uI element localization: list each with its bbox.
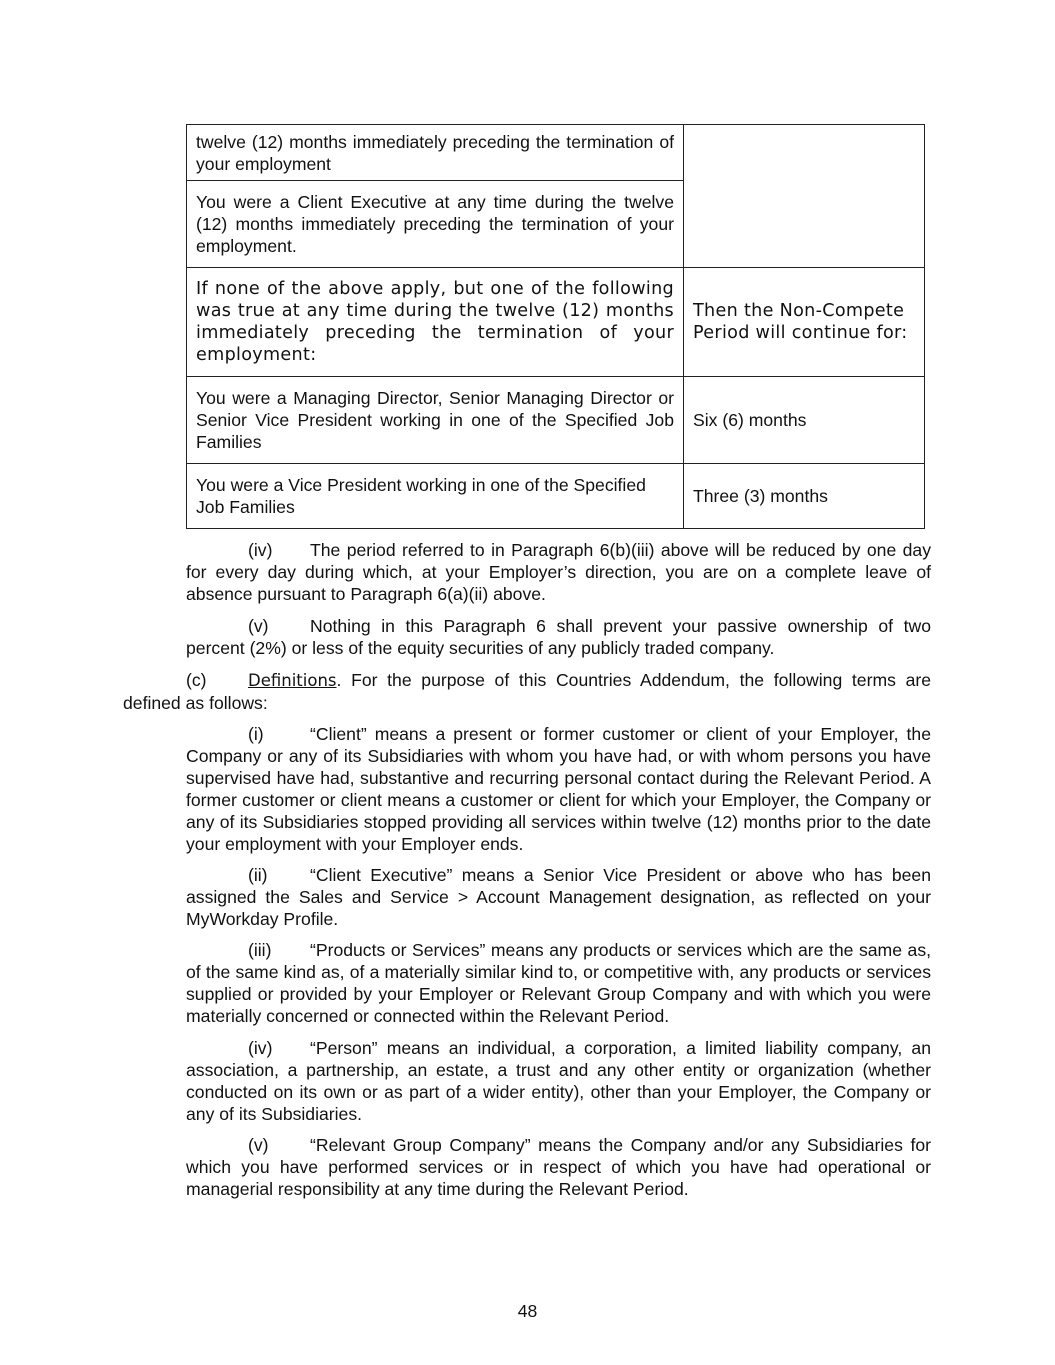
definition-relevant-group-company [186, 1134, 931, 1200]
paragraph-text: “Relevant Group Company” means the Company and/or any Subsidiaries for which you have performed services or in respect of which you have had operational or managerial responsibility at any time during the Relevant Period. [186, 1135, 931, 1199]
paragraph-c [123, 669, 931, 714]
table-cell: You were a Vice President working in one of the Specified Job Families [187, 464, 684, 529]
paragraph-text: “Products or Services” means any products or services which are the same as, of the same kind as, of a materially similar kind to, or competitive with, any products or services supplied or provided by your Employer or Relevant Group Company and with which you were materially concerned or connected within the Relevant Period. [186, 940, 931, 1026]
paragraph-number: (i) [248, 724, 264, 744]
paragraph-text: . For the purpose of this Countries Addendum, the following terms are defined as follows: [123, 670, 931, 713]
paragraph-v [186, 615, 931, 659]
paragraph-number: (iv) [248, 540, 273, 560]
definition-client-executive [186, 864, 931, 930]
paragraph-number: (iii) [248, 940, 272, 960]
paragraph-number: (ii) [248, 865, 268, 885]
table-cell: Then the Non-Compete Period will continue for: [684, 268, 925, 377]
table-cell: If none of the above apply, but one of the following was true at any time during the twelve (12) months immediately preceding the termination of your employment: [187, 268, 684, 377]
table-row [187, 377, 925, 464]
page-number: 48 [517, 1301, 538, 1321]
table-cell: twelve (12) months immediately preceding the termination of your employment [187, 125, 684, 181]
paragraph-text: The period referred to in Paragraph 6(b)(iii) above will be reduced by one day for every day during which, at your Employer’s direction, you are on a complete leave of absence pursuant to Paragraph 6(a)(ii) above. [186, 540, 931, 604]
table-row [187, 464, 925, 529]
definition-person [186, 1037, 931, 1125]
paragraph-text: Nothing in this Paragraph 6 shall prevent your passive ownership of two percent (2%) or less of the equity securities of any publicly traded company. [186, 616, 931, 658]
table-cell: You were a Managing Director, Senior Managing Director or Senior Vice President working in one of the Specified Job Families [187, 377, 684, 464]
paragraph-text: “Client” means a present or former customer or client of your Employer, the Company or any of its Subsidiaries with whom you have had, or with whom persons you have supervised have had, substantive and recurring personal contact during the Relevant Period. A former customer or client means a customer or client for which your Employer, the Company or any of its Subsidiaries stopped providing all services within twelve (12) months prior to the date your employment with your Employer ends. [186, 724, 931, 854]
non-compete-table [186, 124, 925, 529]
paragraph-iv [186, 539, 931, 605]
table-row [187, 125, 925, 181]
paragraph-number: (v) [248, 1135, 269, 1155]
paragraph-number: (iv) [248, 1038, 273, 1058]
paragraph-text: “Client Executive” means a Senior Vice President or above who has been assigned the Sales and Service > Account Management designation, as reflected on your MyWorkday Profile. [186, 865, 931, 929]
section-heading: Definitions [248, 671, 337, 690]
definition-client [186, 723, 931, 855]
table-cell: Three (3) months [684, 464, 925, 529]
paragraph-number: (c) [186, 670, 207, 690]
table-cell: Six (6) months [684, 377, 925, 464]
table-cell: You were a Client Executive at any time during the twelve (12) months immediately preceding the termination of your employment. [187, 181, 684, 268]
paragraph-text: “Person” means an individual, a corporation, a limited liability company, an association, a partnership, an estate, a trust and any other entity or organization (whether conducted on its own or as part of a wider entity), other than your Employer, the Company or any of its Subsidiaries. [186, 1038, 931, 1124]
table-cell [684, 125, 925, 268]
paragraph-number: (v) [248, 616, 269, 636]
table-row [187, 268, 925, 377]
definition-products-services [186, 939, 931, 1027]
